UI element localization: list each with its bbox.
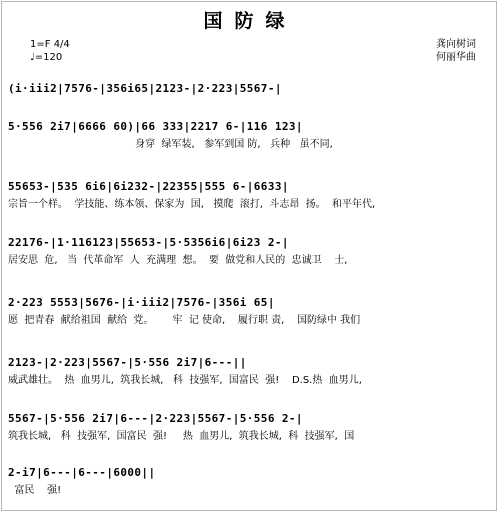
key-signature: 1=F (30, 39, 51, 50)
notation-line: 2·223 5553|5676-|i·iii2|7576-|356i 65| (8, 296, 275, 309)
lyrics-line: 筑我长城, 科 技强军, 国富民 强! 热 血男儿, 筑我长城, 科 技强军, 国 (8, 431, 355, 442)
score-row (8, 120, 494, 160)
score-credits (436, 38, 476, 64)
score-row (8, 82, 494, 122)
notation-line: 22176-|1·116123|55653-|5·5356i6|6i23 2-| (8, 236, 289, 249)
score-row (8, 296, 494, 336)
lyrics-line: 威武雄壮。 热 血男儿, 筑我长城, 科 技强军, 国富民 强! D.S.热 血男儿, (8, 375, 362, 386)
lyrics-line: 愿 把青春 献给祖国 献给 党。 牢 记 使命, 履行职 责, 国防绿中 我们 (8, 315, 361, 326)
score-row (8, 180, 494, 220)
lyrics-line: 身穿 绿军装, 参军到国 防, 兵种 虽不同, (8, 139, 333, 150)
song-title: 国防绿 (203, 10, 297, 32)
lyrics-line: 富民 强! (8, 485, 62, 496)
notation-line: 55653-|535 6i6|6i232-|22355|555 6-|6633| (8, 180, 289, 193)
score-row (8, 236, 494, 276)
tempo-marking: ♩=120 (30, 52, 63, 63)
time-signature: 4/4 (53, 39, 70, 50)
score-row (8, 466, 494, 506)
score-header-left (30, 38, 70, 64)
lyricist: 龚向树词 (436, 39, 476, 50)
lyrics-line: 宗旨一个样。 学技能、练本领、保家为 国, 摸爬 滚打, 斗志昂 扬。 和平年代, (8, 199, 376, 210)
composer: 何丽华曲 (436, 52, 476, 63)
notation-line: 2-i7|6---|6---|6000|| (8, 466, 156, 479)
score-row (8, 356, 494, 396)
notation-line: 5567-|5·556 2i7|6---|2·223|5567-|5·556 2-| (8, 412, 303, 425)
notation-line: 5·556 2i7|6666 60)|66 333|2217 6-|116 123| (8, 120, 303, 133)
score-row (8, 412, 494, 452)
lyrics-line: 居安思 危, 当 代革命军 人 充满理 想。 要 做党和人民的 忠诚卫 士, (8, 255, 348, 266)
notation-line: (i·iii2|7576-|356i65|2123-|2·223|5567-| (8, 82, 282, 95)
notation-line: 2123-|2·223|5567-|5·556 2i7|6---|| (8, 356, 247, 369)
